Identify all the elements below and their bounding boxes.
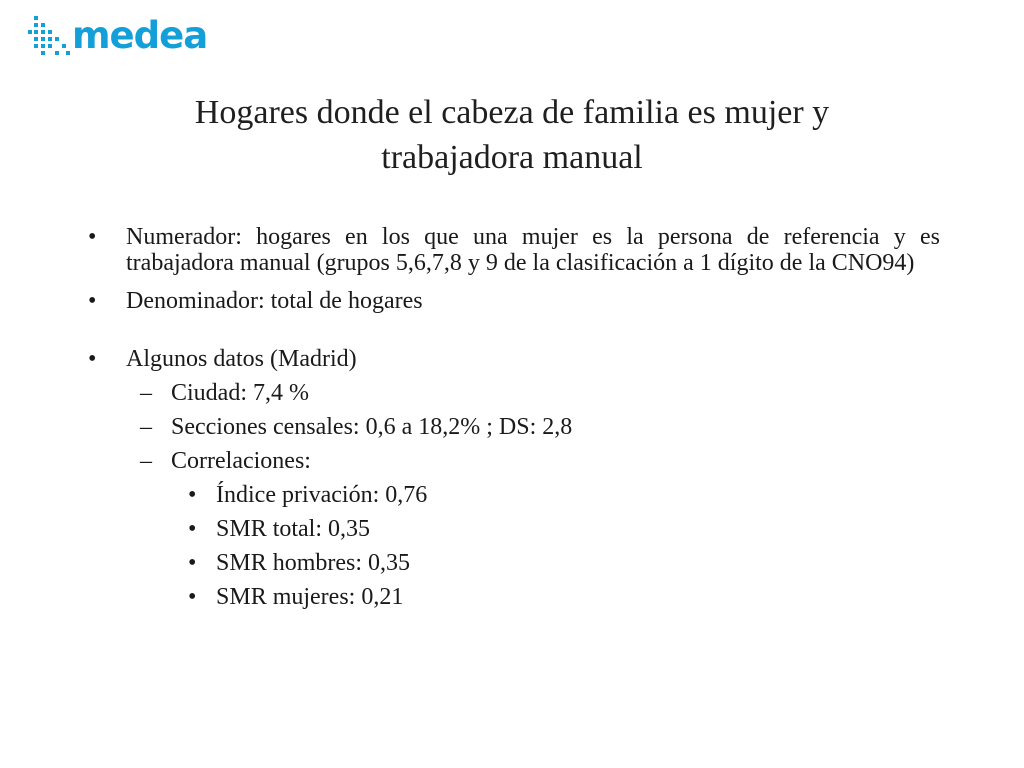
slide-title <box>80 90 944 180</box>
list-item-text: Secciones censales: 0,6 a 18,2% ; DS: 2,8 <box>171 414 573 440</box>
list-item-text: SMR mujeres: 0,21 <box>216 584 404 610</box>
list-item-text: SMR hombres: 0,35 <box>216 550 411 576</box>
list-item-indice-privacion <box>88 482 940 508</box>
list-item-smr-total <box>88 516 940 542</box>
list-item-secciones <box>88 414 940 440</box>
list-item-numerador <box>88 224 940 276</box>
medea-logo-icon <box>28 14 74 58</box>
bullet-icon: • <box>188 550 197 576</box>
bullet-list <box>88 224 940 610</box>
bullet-icon: • <box>188 584 197 610</box>
title-line-1: Hogares donde el cabeza de familia es mujer y <box>194 94 830 131</box>
list-item-algunos-datos <box>88 346 940 372</box>
dash-icon: – <box>140 380 152 406</box>
list-item-text: Correlaciones: <box>171 448 311 474</box>
bullet-icon: • <box>188 482 197 508</box>
bullet-icon: • <box>88 288 97 314</box>
list-item-text: Ciudad: 7,4 % <box>171 380 309 406</box>
list-item-ciudad <box>88 380 940 406</box>
dash-icon: – <box>140 448 152 474</box>
list-item-text: Denominador: total de hogares <box>126 288 423 314</box>
title-line-2: trabajadora manual <box>381 139 643 176</box>
list-item-smr-mujeres <box>88 584 940 610</box>
bullet-icon: • <box>188 516 197 542</box>
list-item-denominador <box>88 288 940 314</box>
list-item-text: SMR total: 0,35 <box>216 516 371 542</box>
list-item-correlaciones <box>88 448 940 474</box>
list-item-smr-hombres <box>88 550 940 576</box>
bullet-icon: • <box>88 224 97 250</box>
dash-icon: – <box>140 414 152 440</box>
logo-text: medea <box>72 13 208 57</box>
list-item-text: Numerador: hogares en los que una mujer es la persona de referencia y es trabajadora manual (grupos 5,6,7,8 y 9 de la clasificación a 1 dígito de la CNO94) <box>126 224 940 276</box>
list-item-text: Algunos datos (Madrid) <box>126 346 357 372</box>
medea-logo <box>28 12 207 60</box>
list-item-text: Índice privación: 0,76 <box>216 482 428 508</box>
bullet-icon: • <box>88 346 97 372</box>
